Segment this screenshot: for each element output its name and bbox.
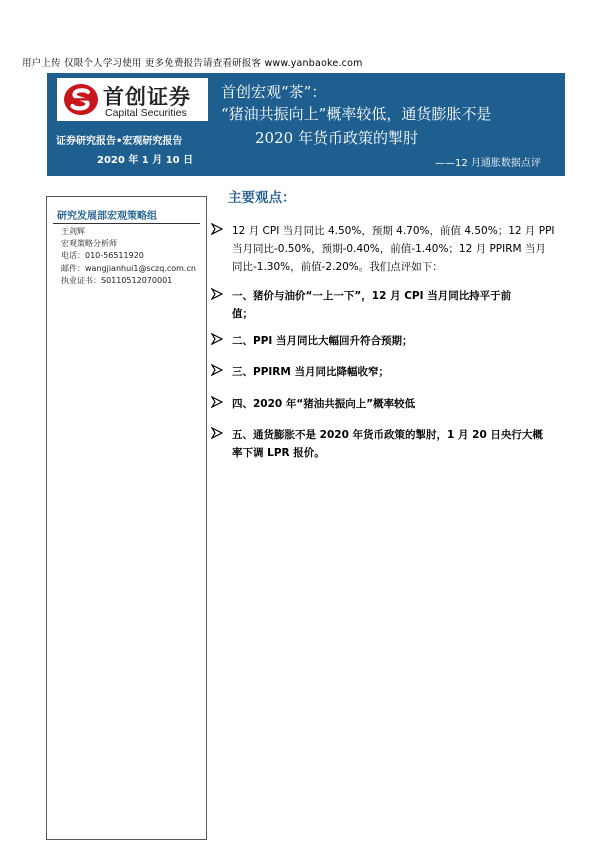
arrow-bullet-icon: [211, 364, 223, 376]
capital-securities-logo-icon: [63, 83, 99, 116]
key-point-line: 值；: [232, 308, 253, 320]
logo-english-name: Capital Securities: [105, 107, 187, 119]
key-point-line: 12 月 CPI 当月同比 4.50%，预期 4.70%，前值 4.50%；12 月 PPI: [232, 225, 555, 237]
report-subtitle: ——12 月通胀数据点评: [435, 158, 541, 169]
key-point-line: 率下调 LPR 报价。: [232, 447, 325, 459]
arrow-bullet-icon: [211, 223, 223, 235]
analyst-phone: 电话：010-56511920: [61, 251, 144, 261]
logo-chinese-name: 首创证券: [103, 84, 191, 109]
report-title-line2: “猪油共振向上”概率较低，通货膨胀不是: [221, 105, 492, 123]
report-title-line3: 2020 年货币政策的掣肘: [255, 129, 418, 147]
analyst-email: 邮件：wangjianhui1@sczq.com.cn: [61, 263, 196, 273]
sidebar-divider: [53, 223, 200, 224]
analyst-contact: [61, 226, 196, 287]
watermark-text: 用户上传 仅限个人学习使用 更多免费报告请查看研报客 www.yanbaoke.com: [22, 58, 363, 69]
key-point-line: 同比-1.30%，前值-2.20%。我们点评如下：: [232, 261, 443, 273]
arrow-bullet-icon: [211, 427, 223, 439]
report-type: 证券研究报告•宏观研究报告: [56, 136, 183, 147]
arrow-bullet-icon: [211, 333, 223, 345]
key-point-line: 四、2020 年“猪油共振向上”概率较低: [232, 398, 416, 410]
arrow-bullet-icon: [211, 288, 223, 300]
analyst-license: 执业证书：S0110512070001: [61, 275, 173, 285]
analyst-sidebar: [46, 196, 207, 840]
header-banner: [47, 73, 565, 176]
key-point-line: 当月同比-0.50%，预期-0.40%，前值-1.40%；12 月 PPIRM 当月: [232, 243, 546, 255]
company-logo: [57, 78, 208, 121]
sidebar-heading: 研究发展部宏观策略组: [57, 211, 157, 222]
key-point-line: 三、PPIRM 当月同比降幅收窄；: [232, 366, 389, 378]
analyst-name: 王剑辉: [61, 227, 85, 236]
key-points-heading: 主要观点：: [228, 190, 296, 206]
report-title-line1: 首创宏观“茶”：: [221, 83, 327, 101]
key-point-line: 一、猪价与油价“一上一下”，12 月 CPI 当月同比持平于前: [232, 290, 512, 302]
report-date: 2020 年 1 月 10 日: [97, 155, 194, 166]
key-point-line: 二、PPI 当月同比大幅回升符合预期；: [232, 335, 413, 347]
key-point-line: 五、通货膨胀不是 2020 年货币政策的掣肘，1 月 20 日央行大概: [232, 429, 543, 441]
analyst-role: 宏观策略分析师: [61, 239, 117, 249]
arrow-bullet-icon: [211, 396, 223, 408]
